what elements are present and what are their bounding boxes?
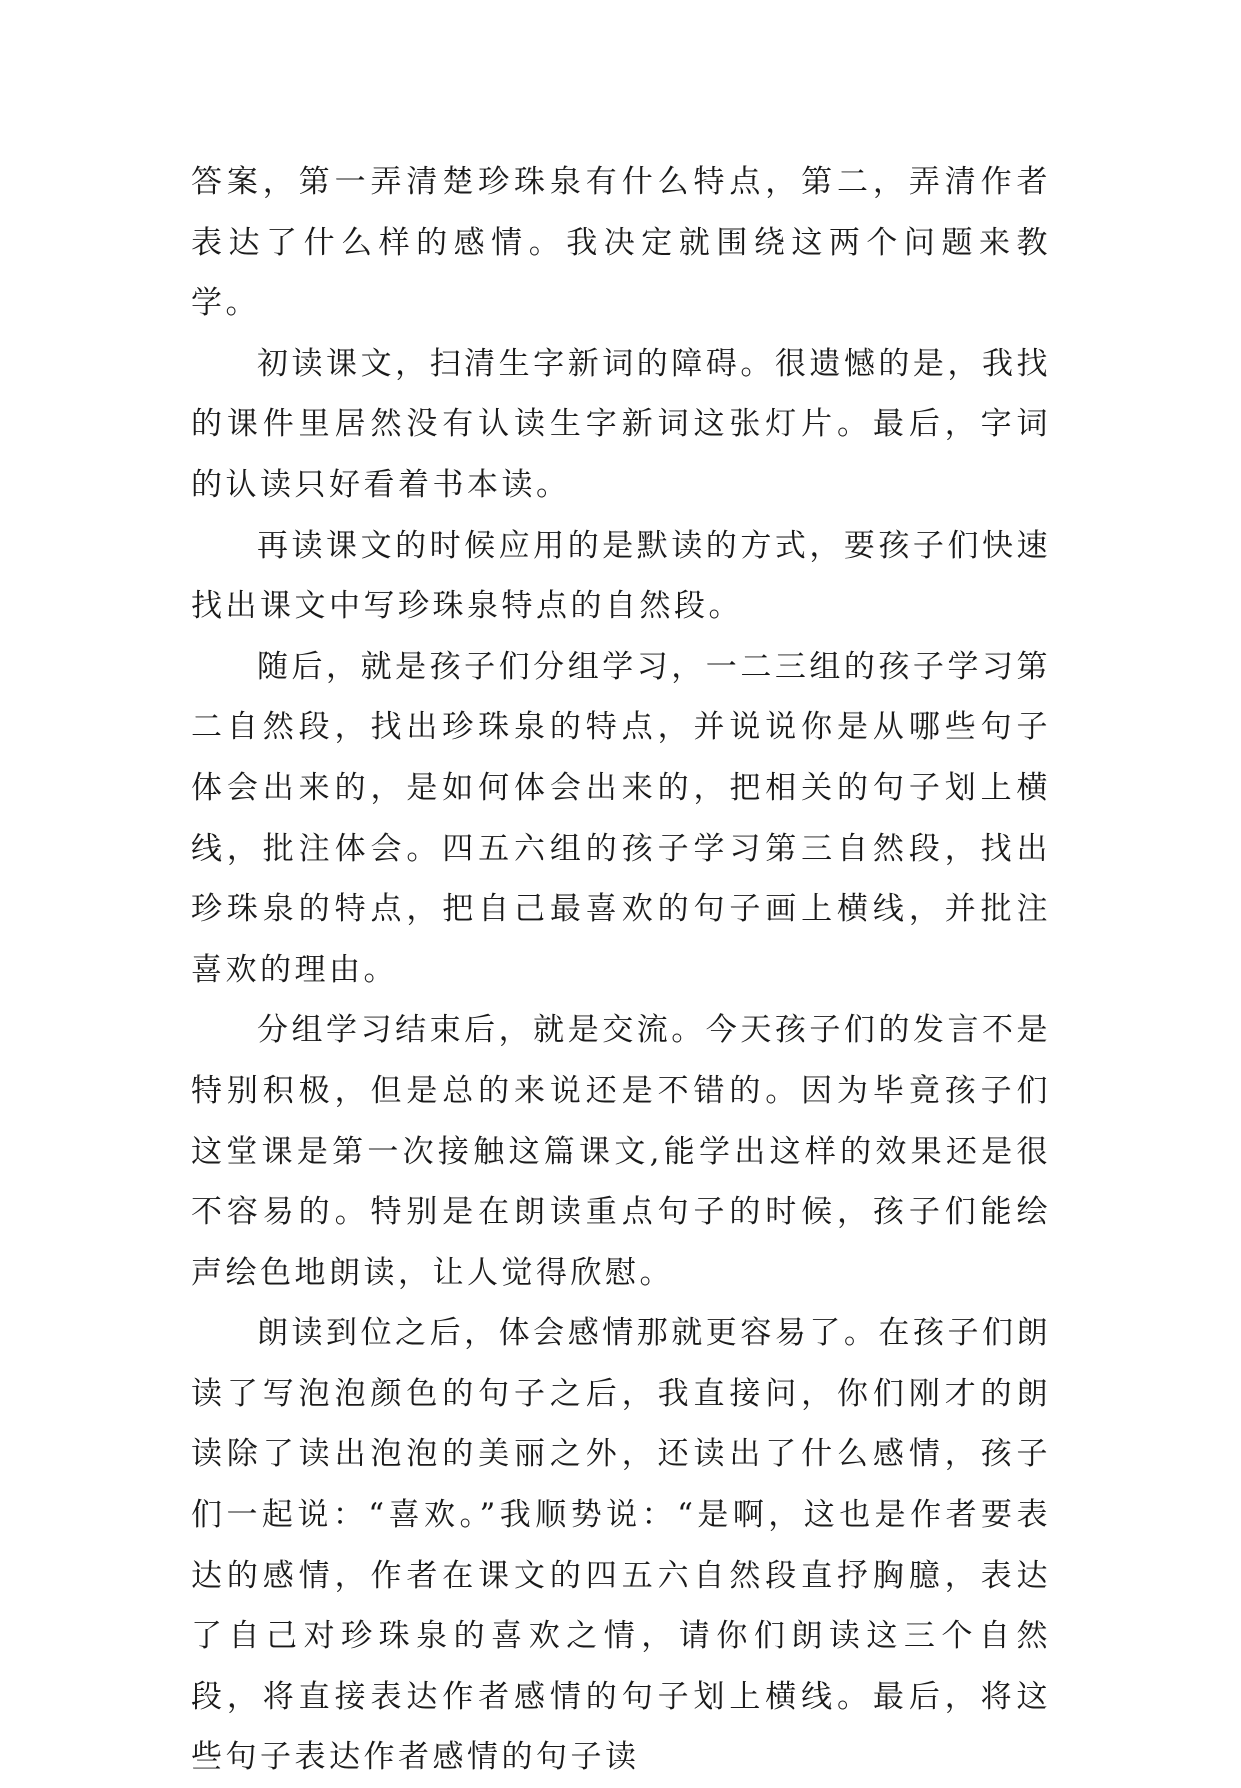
paragraph: 分组学习结束后，就是交流。今天孩子们的发言不是特别积极，但是总的来说还是不错的。因为毕竟孩子们这堂课是第一次接触这篇课文,能学出这样的效果还是很不容易的。特别是在朗读重点句子的时候，孩子们能绘声绘色地朗读，让人觉得欣慰。 xyxy=(191,1012,1051,1291)
paragraph: 随后，就是孩子们分组学习，一二三组的孩子学习第二自然段，找出珍珠泉的特点，并说说你是从哪些句子体会出来的，是如何体会出来的，把相关的句子划上横线，批注体会。四五六组的孩子学习第三自然段，找出珍珠泉的特点，把自己最喜欢的句子画上横线，并批注喜欢的理由。 xyxy=(191,648,1051,988)
document-body xyxy=(191,152,1051,1788)
paragraph: 再读课文的时候应用的是默读的方式，要孩子们快速找出课文中写珍珠泉特点的自然段。 xyxy=(191,527,1051,625)
paragraph: 朗读到位之后，体会感情那就更容易了。在孩子们朗读了写泡泡颜色的句子之后，我直接问，你们刚才的朗读除了读出泡泡的美丽之外，还读出了什么感情，孩子们一起说：“喜欢。”我顺势说：“是啊，这也是作者要表达的感情，作者在课文的四五六自然段直抒胸臆，表达了自己对珍珠泉的喜欢之情，请你们朗读这三个自然段，将直接表达作者感情的句子划上横线。最后，将这些句子表达作者感情的句子读 xyxy=(191,1315,1051,1776)
paragraph: 初读课文，扫清生字新词的障碍。很遗憾的是，我找的课件里居然没有认读生字新词这张灯片。最后，字词的认读只好看着书本读。 xyxy=(191,345,1051,503)
paragraph: 答案，第一弄清楚珍珠泉有什么特点，第二，弄清作者表达了什么样的感情。我决定就围绕这两个问题来教学。 xyxy=(191,164,1051,322)
